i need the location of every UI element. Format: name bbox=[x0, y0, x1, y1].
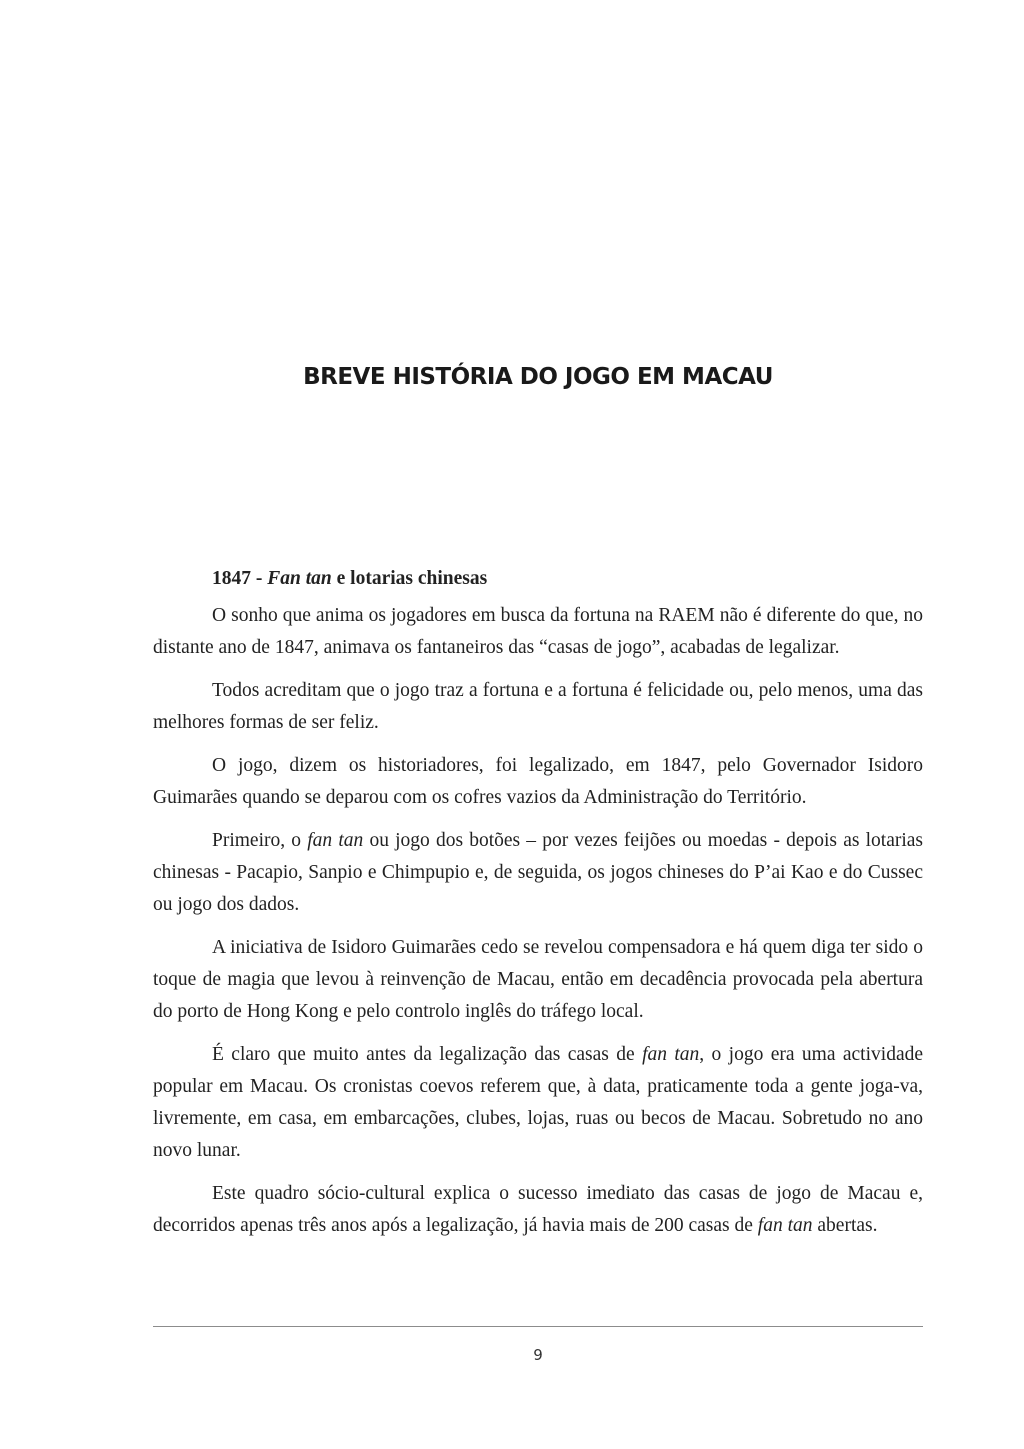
paragraph-text: Este quadro sócio-cultural explica o sucesso imediato das casas de jogo de Macau e, decorridos apenas três anos após a legalização, já havia mais de 200 casas de bbox=[153, 1183, 923, 1236]
paragraph-3 bbox=[153, 750, 923, 814]
paragraph-5 bbox=[153, 932, 923, 1028]
paragraph-text: ou jogo dos botões – por vezes feijões ou moedas - depois as lotarias chinesas - Pacapio, Sanpio e Chimpupio e, de seguida, os jogos chineses do P’ai Kao e do Cussec ou jogo dos dados. bbox=[153, 830, 924, 915]
paragraph-1 bbox=[153, 600, 923, 664]
italic-term: fan tan bbox=[642, 1044, 700, 1065]
chapter-title: BREVE HISTÓRIA DO JOGO EM MACAU bbox=[303, 364, 773, 390]
paragraph-7 bbox=[153, 1178, 923, 1242]
paragraph-text: , o jogo era uma actividade popular em Macau. Os cronistas coevos referem que, à data, praticamente toda a gente joga-va, livremente, em casa, em embarcações, clubes, lojas, ruas ou becos de Macau. Sobretudo no ano novo lunar. bbox=[153, 1044, 923, 1161]
body-text bbox=[153, 563, 923, 1253]
paragraph-4 bbox=[153, 825, 923, 921]
italic-term: fan tan bbox=[307, 830, 364, 851]
footer-divider bbox=[153, 1326, 923, 1327]
paragraph-text: O sonho que anima os jogadores em busca da fortuna na RAEM não é diferente do que, no distante ano de 1847, animava os fantaneiros das “casas de jogo”, acabadas de legalizar. bbox=[153, 605, 923, 658]
paragraph-text: É claro que muito antes da legalização das casas de bbox=[212, 1044, 635, 1065]
page-number: 9 bbox=[533, 1346, 543, 1364]
paragraph-text: Primeiro, o bbox=[212, 830, 302, 851]
paragraph-text: A iniciativa de Isidoro Guimarães cedo se revelou compensadora e há quem diga ter sido o toque de magia que levou à reinvenção de Macau, então em decadência provocada pela abertura do porto de Hong Kong e pelo controlo inglês do tráfego local. bbox=[153, 937, 923, 1022]
paragraph-text: O jogo, dizem os historiadores, foi legalizado, em 1847, pelo Governador Isidoro Guimarães quando se deparou com os cofres vazios da Administração do Território. bbox=[153, 755, 923, 808]
section-rest: e lotarias chinesas bbox=[336, 568, 488, 589]
paragraph-text: abertas. bbox=[817, 1215, 878, 1236]
section-italic: Fan tan bbox=[267, 568, 332, 589]
section-heading bbox=[153, 563, 923, 595]
paragraph-6 bbox=[153, 1039, 923, 1167]
section-year: 1847 - bbox=[212, 568, 263, 589]
paragraph-text: Todos acreditam que o jogo traz a fortuna e a fortuna é felicidade ou, pelo menos, uma das melhores formas de ser feliz. bbox=[153, 680, 923, 733]
paragraph-2 bbox=[153, 675, 923, 739]
italic-term: fan tan bbox=[757, 1215, 813, 1236]
